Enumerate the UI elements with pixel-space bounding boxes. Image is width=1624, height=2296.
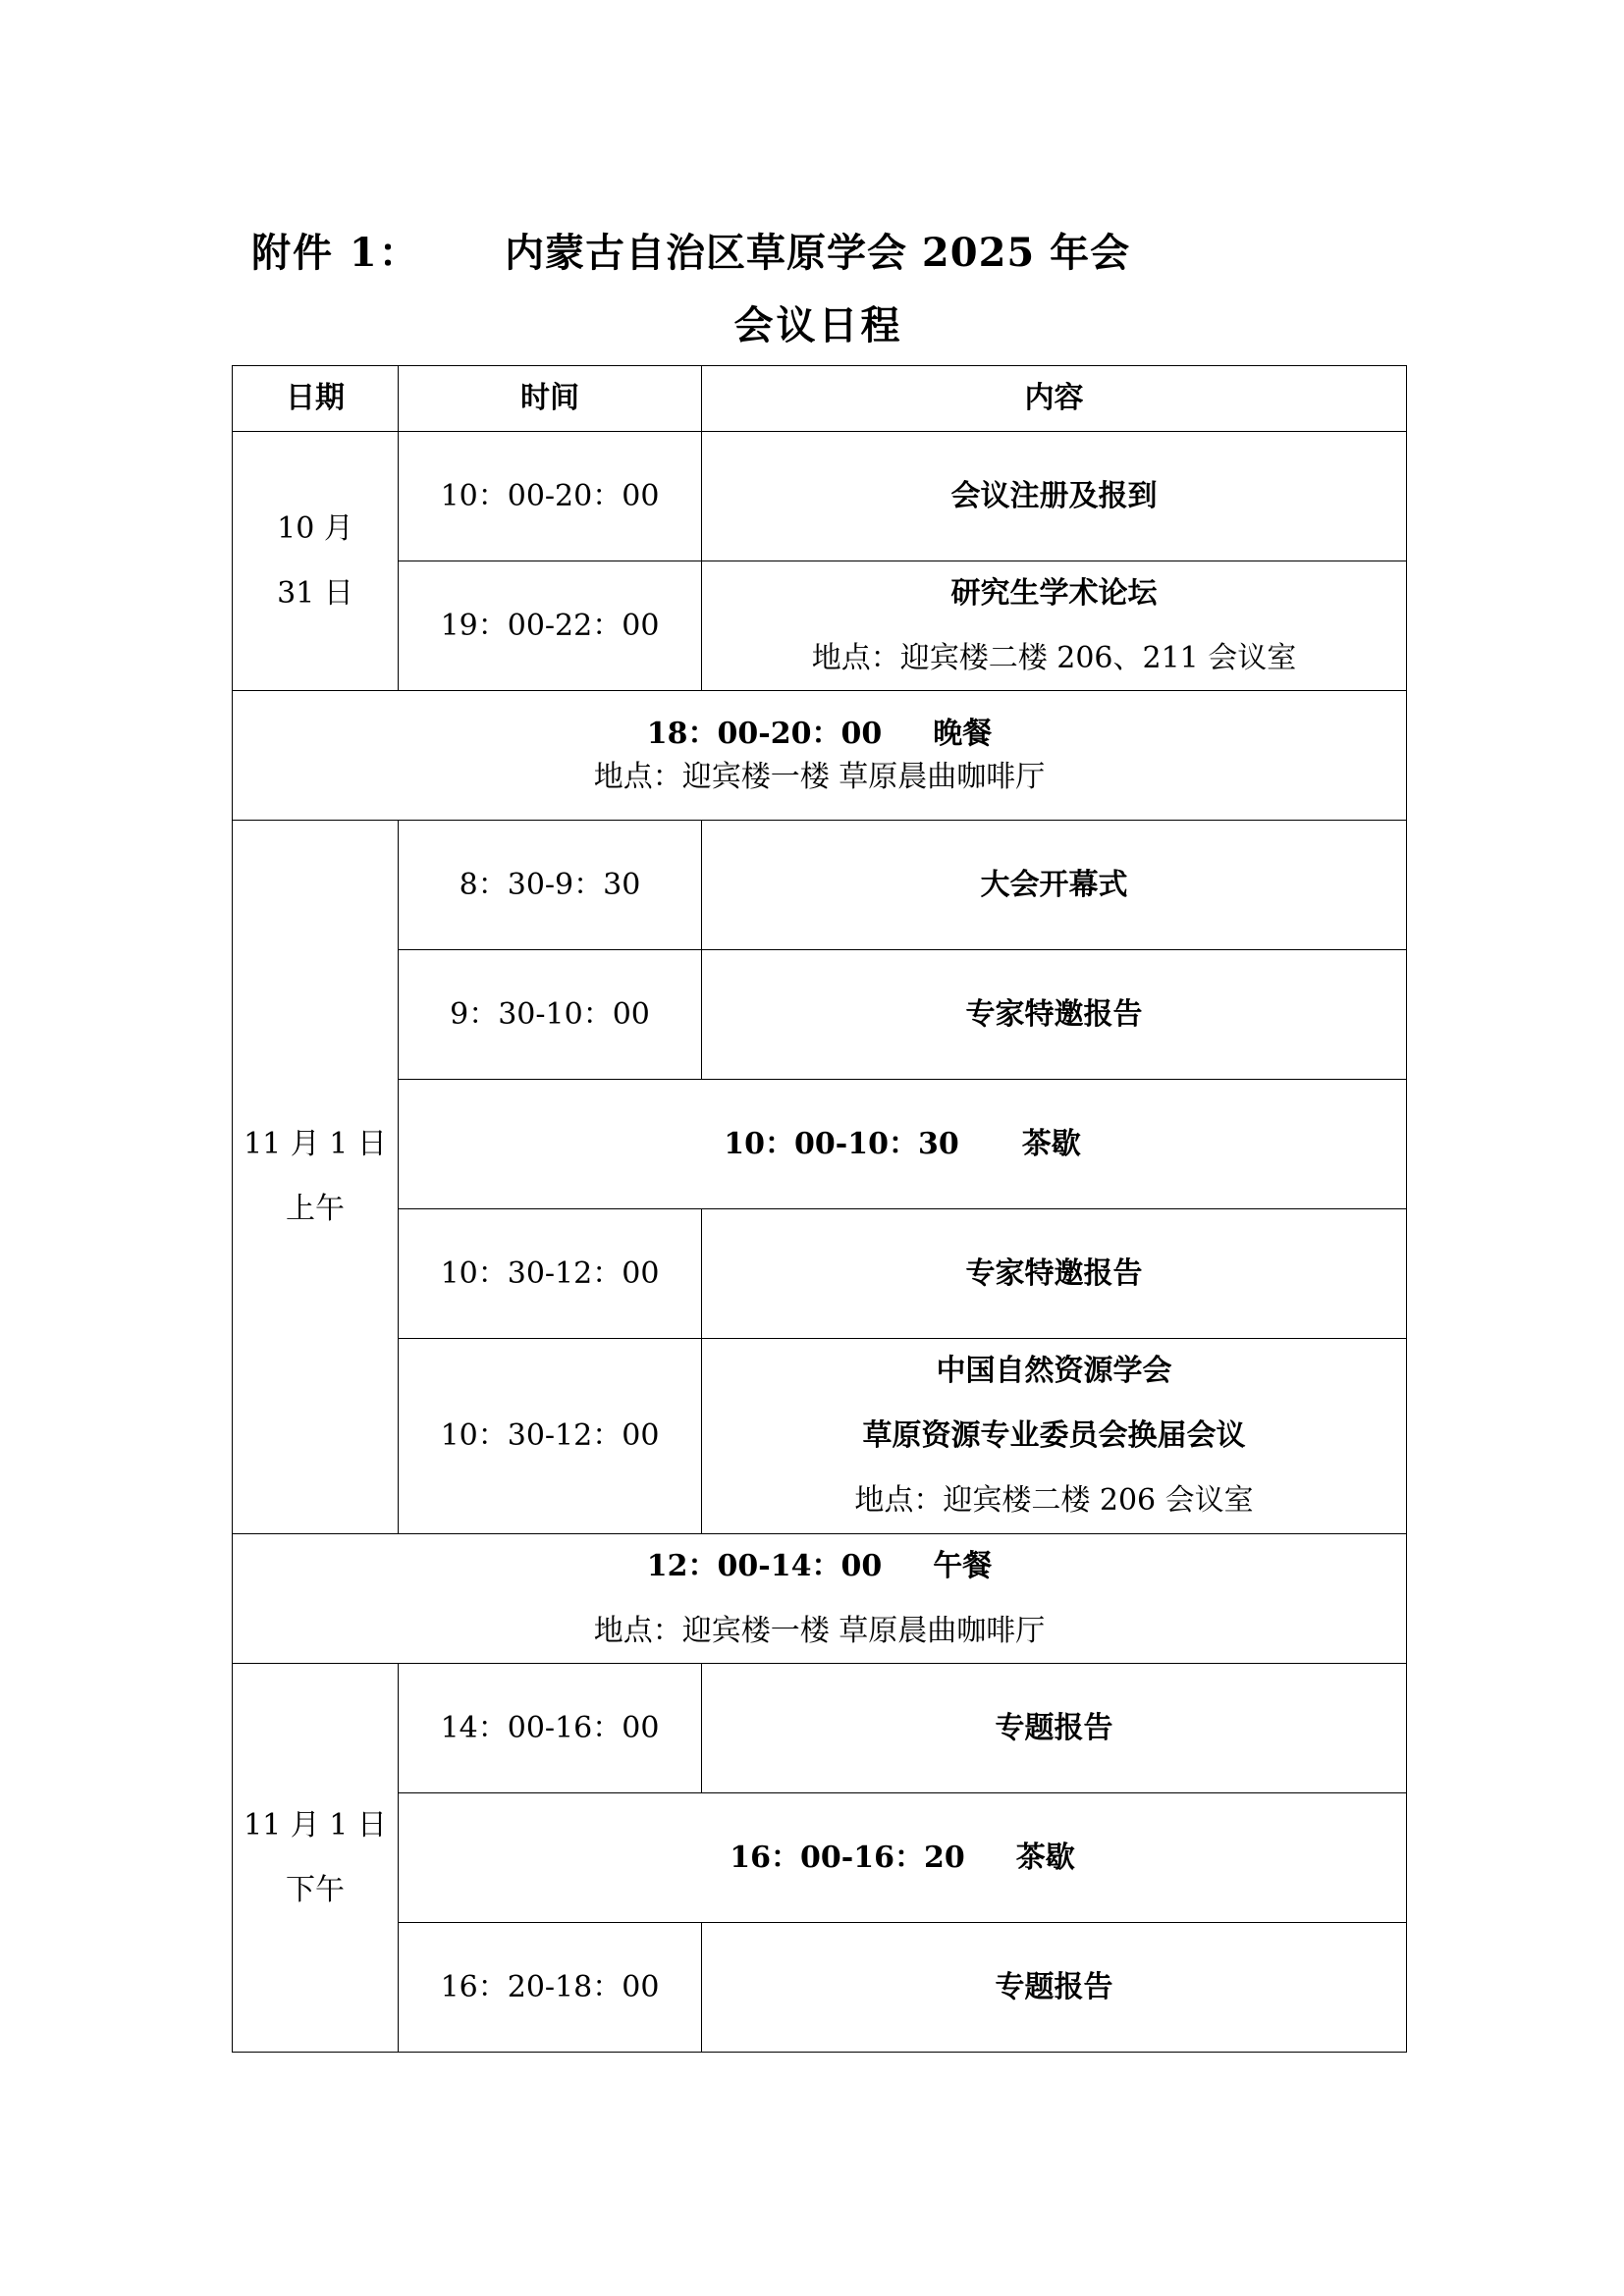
column-header-time: 时间	[399, 366, 702, 432]
table-row	[233, 432, 1407, 561]
content-cell: 大会开幕式	[702, 821, 1407, 950]
table-row-tea-break	[233, 1793, 1407, 1923]
content-cell: 会议注册及报到	[702, 432, 1407, 561]
time-cell: 19：00-22：00	[399, 561, 702, 691]
table-row	[233, 950, 1407, 1080]
content-cell: 专题报告	[702, 1664, 1407, 1793]
table-row	[233, 821, 1407, 950]
time-cell: 10：30-12：00	[399, 1339, 702, 1534]
date-cell-nov1-afternoon: 11 月 1 日 下午	[233, 1664, 399, 2053]
column-header-date: 日期	[233, 366, 399, 432]
dinner-cell: 18：00-20：00 晚餐 地点：迎宾楼一楼 草原晨曲咖啡厅	[233, 691, 1407, 821]
column-header-content: 内容	[702, 366, 1407, 432]
content-cell: 专家特邀报告	[702, 1209, 1407, 1339]
page-header	[251, 212, 1390, 281]
schedule-table	[232, 365, 1407, 2053]
location-text: 地点：迎宾楼二楼 206 会议室	[854, 1483, 1254, 1518]
page-title: 内蒙古自治区草原学会 2025 年会	[505, 230, 1131, 276]
table-row	[233, 1209, 1407, 1339]
location-text: 地点：迎宾楼一楼 草原晨曲咖啡厅	[593, 1613, 1046, 1648]
table-row	[233, 1339, 1407, 1534]
table-row-dinner	[233, 691, 1407, 821]
content-cell: 专题报告	[702, 1923, 1407, 2053]
time-cell: 10：30-12：00	[399, 1209, 702, 1339]
tea-break-cell: 16：00-16：20 茶歇	[399, 1793, 1407, 1923]
attachment-label: 附件 1：	[251, 230, 420, 276]
content-cell: 研究生学术论坛 地点：迎宾楼二楼 206、211 会议室	[702, 561, 1407, 691]
time-cell: 10：00-20：00	[399, 432, 702, 561]
time-cell: 16：20-18：00	[399, 1923, 702, 2053]
content-cell: 专家特邀报告	[702, 950, 1407, 1080]
location-text: 地点：迎宾楼二楼 206、211 会议室	[811, 640, 1297, 675]
table-row	[233, 1923, 1407, 2053]
location-text: 地点：迎宾楼一楼 草原晨曲咖啡厅	[593, 759, 1046, 794]
date-cell-nov1-morning: 11 月 1 日 上午	[233, 821, 399, 1534]
table-header-row	[233, 366, 1407, 432]
table-row-tea-break	[233, 1080, 1407, 1209]
table-row	[233, 561, 1407, 691]
time-cell: 8：30-9：30	[399, 821, 702, 950]
table-row-lunch	[233, 1534, 1407, 1664]
time-cell: 14：00-16：00	[399, 1664, 702, 1793]
tea-break-cell: 10：00-10：30 茶歇	[399, 1080, 1407, 1209]
date-cell-oct31: 10 月 31 日	[233, 432, 399, 691]
content-cell: 中国自然资源学会 草原资源专业委员会换届会议 地点：迎宾楼二楼 206 会议室	[702, 1339, 1407, 1534]
lunch-cell: 12：00-14：00 午餐 地点：迎宾楼一楼 草原晨曲咖啡厅	[233, 1534, 1407, 1664]
table-row	[233, 1664, 1407, 1793]
time-cell: 9：30-10：00	[399, 950, 702, 1080]
page-subtitle: 会议日程	[733, 302, 903, 348]
